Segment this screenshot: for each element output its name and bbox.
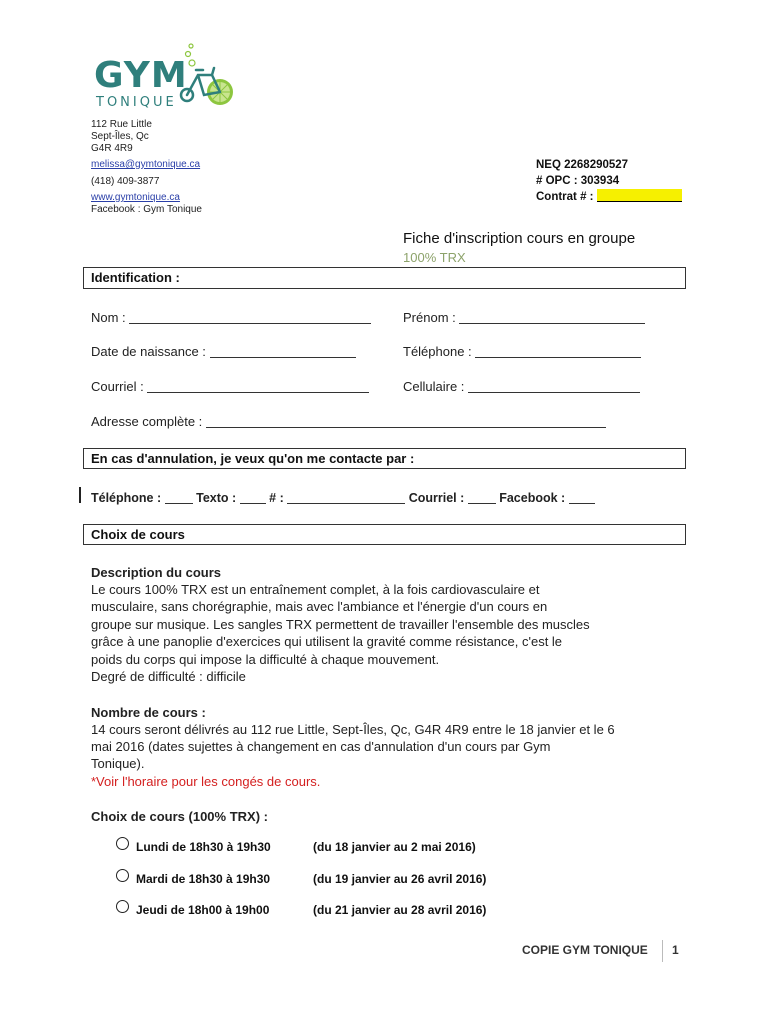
nombre-line: 14 cours seront délivrés au 112 rue Little, Sept-Îles, Qc, G4R 4R9 entre le 18 janvier et le 6 bbox=[91, 722, 615, 737]
description-line: musculaire, sans chorégraphie, mais avec l'ambiance et l'énergie d'un cours en bbox=[91, 599, 548, 614]
option-jeudi-time: Jeudi de 18h00 à 19h00 bbox=[136, 903, 270, 917]
facebook-text: Facebook : Gym Tonique bbox=[91, 204, 202, 215]
cours-title: Choix de cours bbox=[91, 527, 185, 542]
contract-label: Contrat # : bbox=[536, 191, 594, 203]
telephone-field[interactable] bbox=[403, 344, 641, 359]
page-number: 1 bbox=[672, 943, 679, 957]
contact-telephone-blank[interactable] bbox=[165, 493, 193, 504]
address-line-2: Sept-Îles, Qc bbox=[91, 131, 149, 142]
identification-section-header bbox=[83, 267, 686, 289]
prenom-field[interactable] bbox=[403, 310, 645, 325]
choix-title: Choix de cours (100% TRX) : bbox=[91, 809, 268, 824]
contact-texto-blank[interactable] bbox=[240, 493, 266, 504]
text-cursor bbox=[79, 487, 81, 503]
contact-title: En cas d'annulation, je veux qu'on me contacte par : bbox=[91, 451, 415, 466]
prenom-label: Prénom : bbox=[403, 310, 456, 325]
cellulaire-label: Cellulaire : bbox=[403, 379, 465, 394]
address-line-3: G4R 4R9 bbox=[91, 143, 133, 154]
nombre-line: Tonique). bbox=[91, 756, 145, 771]
contact-facebook-blank[interactable] bbox=[569, 493, 595, 504]
bicycle-lime-logo-icon bbox=[176, 40, 238, 112]
contact-hash-label: # bbox=[269, 491, 277, 505]
description-line: Le cours 100% TRX est un entraînement complet, à la fois cardiovasculaire et bbox=[91, 582, 540, 597]
contact-texto-label: Texto : bbox=[196, 491, 237, 505]
description-line: poids du corps qui impose la difficulté à chaque mouvement. bbox=[91, 652, 440, 667]
radio-lundi[interactable] bbox=[116, 837, 129, 850]
logo-subtitle: TONIQUE bbox=[96, 95, 177, 110]
description-line: grâce à une panoplie d'exercices qui utilisent la gravité comme résistance, c'est le bbox=[91, 634, 563, 649]
nombre-line: mai 2016 (dates sujettes à changement en cas d'annulation d'un cours par Gym bbox=[91, 739, 551, 754]
radio-jeudi[interactable] bbox=[116, 900, 129, 913]
nombre-title: Nombre de cours : bbox=[91, 705, 206, 720]
footer-label: COPIE GYM TONIQUE bbox=[522, 943, 648, 957]
adresse-blank[interactable] bbox=[206, 417, 606, 428]
form-title: Fiche d'inscription cours en groupe bbox=[403, 230, 636, 247]
cours-section-header bbox=[83, 524, 686, 545]
contact-courriel-label: Courriel : bbox=[408, 491, 465, 505]
address-line-1: 112 Rue Little bbox=[91, 119, 152, 130]
description-title: Description du cours bbox=[91, 565, 222, 580]
nom-blank[interactable] bbox=[129, 313, 371, 324]
footer-divider bbox=[662, 940, 663, 962]
difficulty-line: Degré de difficulté : difficile bbox=[91, 669, 246, 684]
adresse-field[interactable] bbox=[91, 414, 606, 429]
description-line: groupe sur musique. Les sangles TRX permettent de travailler l'ensemble des muscles bbox=[91, 617, 590, 632]
contact-telephone-label: Téléphone : bbox=[91, 491, 162, 505]
email-link[interactable]: melissa@gymtonique.ca bbox=[91, 159, 201, 170]
phone-number: (418) 409-3877 bbox=[91, 176, 160, 187]
option-lundi-dates: (du 18 janvier au 2 mai 2016) bbox=[313, 840, 476, 854]
cellulaire-blank[interactable] bbox=[468, 382, 640, 393]
courriel-label: Courriel : bbox=[91, 379, 144, 394]
schedule-note: *Voir l'horaire pour les congés de cours. bbox=[91, 774, 321, 789]
opc-number: # OPC : 303934 bbox=[536, 175, 620, 187]
contact-number-blank[interactable] bbox=[287, 493, 405, 504]
nom-field[interactable] bbox=[91, 310, 371, 325]
courriel-blank[interactable] bbox=[147, 382, 369, 393]
date-naissance-field[interactable] bbox=[91, 344, 356, 359]
form-subtitle: 100% TRX bbox=[403, 250, 466, 265]
date-naissance-label: Date de naissance : bbox=[91, 344, 206, 359]
neq-number: NEQ 2268290527 bbox=[536, 159, 629, 171]
date-naissance-blank[interactable] bbox=[210, 347, 356, 358]
option-mardi-time: Mardi de 18h30 à 19h30 bbox=[136, 872, 271, 886]
nom-label: Nom : bbox=[91, 310, 126, 325]
option-jeudi-dates: (du 21 janvier au 28 avril 2016) bbox=[313, 903, 487, 917]
website-link[interactable]: www.gymtonique.ca bbox=[91, 192, 180, 203]
cellulaire-field[interactable] bbox=[403, 379, 640, 394]
identification-title: Identification : bbox=[91, 270, 180, 285]
courriel-field[interactable] bbox=[91, 379, 369, 394]
prenom-blank[interactable] bbox=[459, 313, 645, 324]
adresse-label: Adresse complète : bbox=[91, 414, 203, 429]
option-mardi-dates: (du 19 janvier au 26 avril 2016) bbox=[313, 872, 487, 886]
contact-facebook-label: Facebook : bbox=[499, 491, 566, 505]
contract-highlight-blank[interactable] bbox=[597, 189, 682, 202]
contact-options-row[interactable]: Téléphone : Texto : # : Courriel : Facebook : bbox=[91, 491, 595, 505]
contact-section-header bbox=[83, 448, 686, 469]
radio-mardi[interactable] bbox=[116, 869, 129, 882]
option-lundi-time: Lundi de 18h30 à 19h30 bbox=[136, 840, 271, 854]
contact-courriel-blank[interactable] bbox=[468, 493, 496, 504]
contract-field[interactable] bbox=[536, 189, 682, 205]
telephone-label: Téléphone : bbox=[403, 344, 472, 359]
telephone-blank[interactable] bbox=[475, 347, 641, 358]
logo-wordmark: GYM bbox=[94, 55, 188, 96]
